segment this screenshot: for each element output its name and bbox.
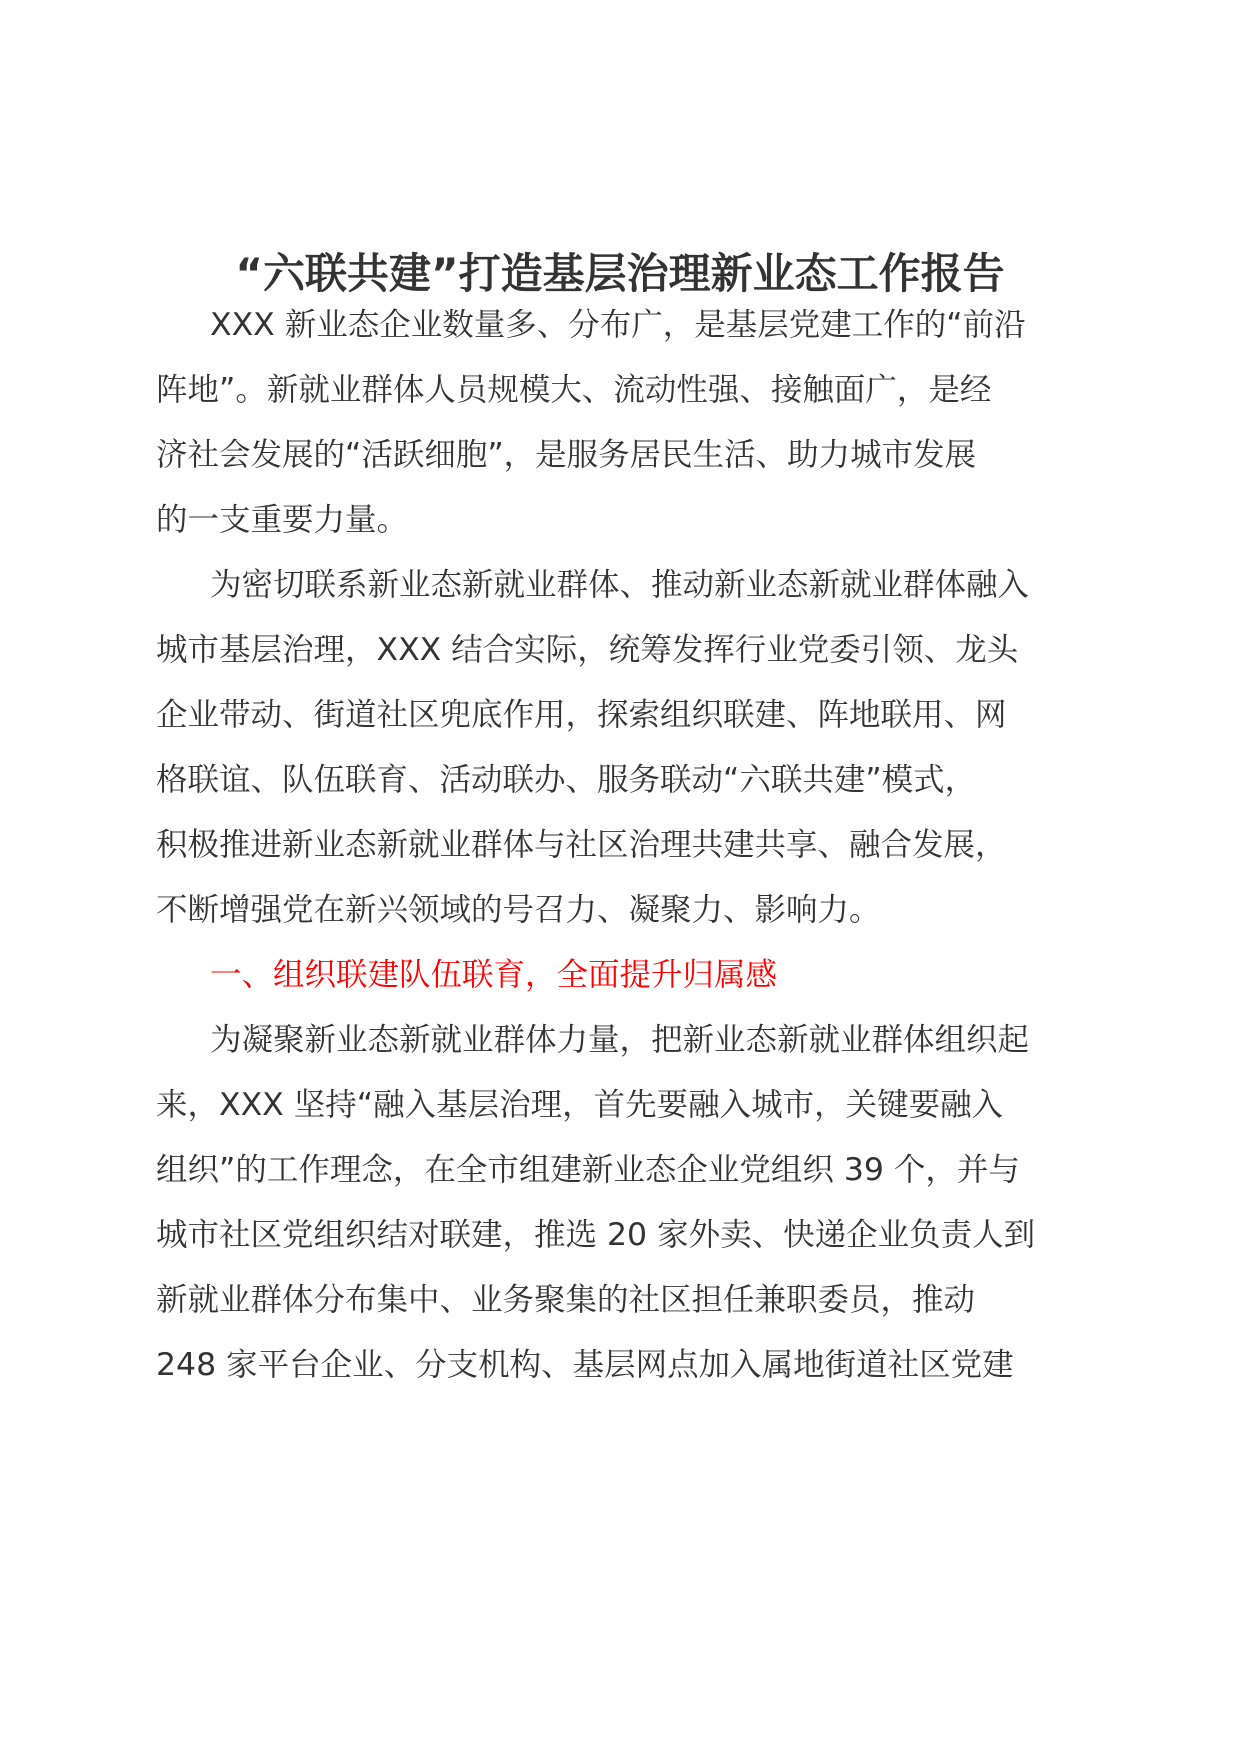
- paragraph-3-line-6: 248 家平台企业、分支机构、基层网点加入属地街道社区党建: [156, 1347, 1014, 1383]
- paragraph-3-line-3: 组织”的工作理念，在全市组建新业态企业党组织 39 个，并与: [156, 1152, 1020, 1188]
- document-body: [156, 293, 1096, 1398]
- paragraph-3-line-2: 来，XXX 坚持“融入基层治理，首先要融入城市，关键要融入: [156, 1087, 1004, 1123]
- paragraph-1-line-4: 的一支重要力量。: [156, 502, 409, 538]
- paragraph-2-line-2: 城市基层治理，XXX 结合实际，统筹发挥行业党委引领、龙头: [156, 632, 1019, 668]
- paragraph-1-line-2: 阵地”。新就业群体人员规模大、流动性强、接触面广，是经: [156, 372, 992, 408]
- paragraph-2-line-1: 为密切联系新业态新就业群体、推动新业态新就业群体融入: [210, 567, 1030, 603]
- paragraph-1-line-1: XXX 新业态企业数量多、分布广，是基层党建工作的“前沿: [210, 307, 1026, 343]
- paragraph-2-line-6: 不断增强党在新兴领域的号召力、凝聚力、影响力。: [156, 892, 881, 928]
- paragraph-3-line-4: 城市社区党组织结对联建，推选 20 家外卖、快递企业负责人到: [156, 1217, 1036, 1253]
- paragraph-3-line-5: 新就业群体分布集中、业务聚集的社区担任兼职委员，推动: [156, 1282, 976, 1318]
- section-heading-1: 一、组织联建队伍联育，全面提升归属感: [210, 957, 778, 993]
- paragraph-2-line-4: 格联谊、队伍联育、活动联办、服务联动“六联共建”模式，: [156, 762, 977, 798]
- document-title: “六联共建”打造基层治理新业态工作报告: [235, 249, 1005, 298]
- paragraph-3-line-1: 为凝聚新业态新就业群体力量，把新业态新就业群体组织起: [210, 1022, 1030, 1058]
- paragraph-2-line-3: 企业带动、街道社区兜底作用，探索组织联建、阵地联用、网: [156, 697, 1007, 733]
- paragraph-1-line-3: 济社会发展的“活跃细胞”，是服务居民生活、助力城市发展: [156, 437, 977, 473]
- paragraph-2-line-5: 积极推进新业态新就业群体与社区治理共建共享、融合发展，: [156, 827, 1007, 863]
